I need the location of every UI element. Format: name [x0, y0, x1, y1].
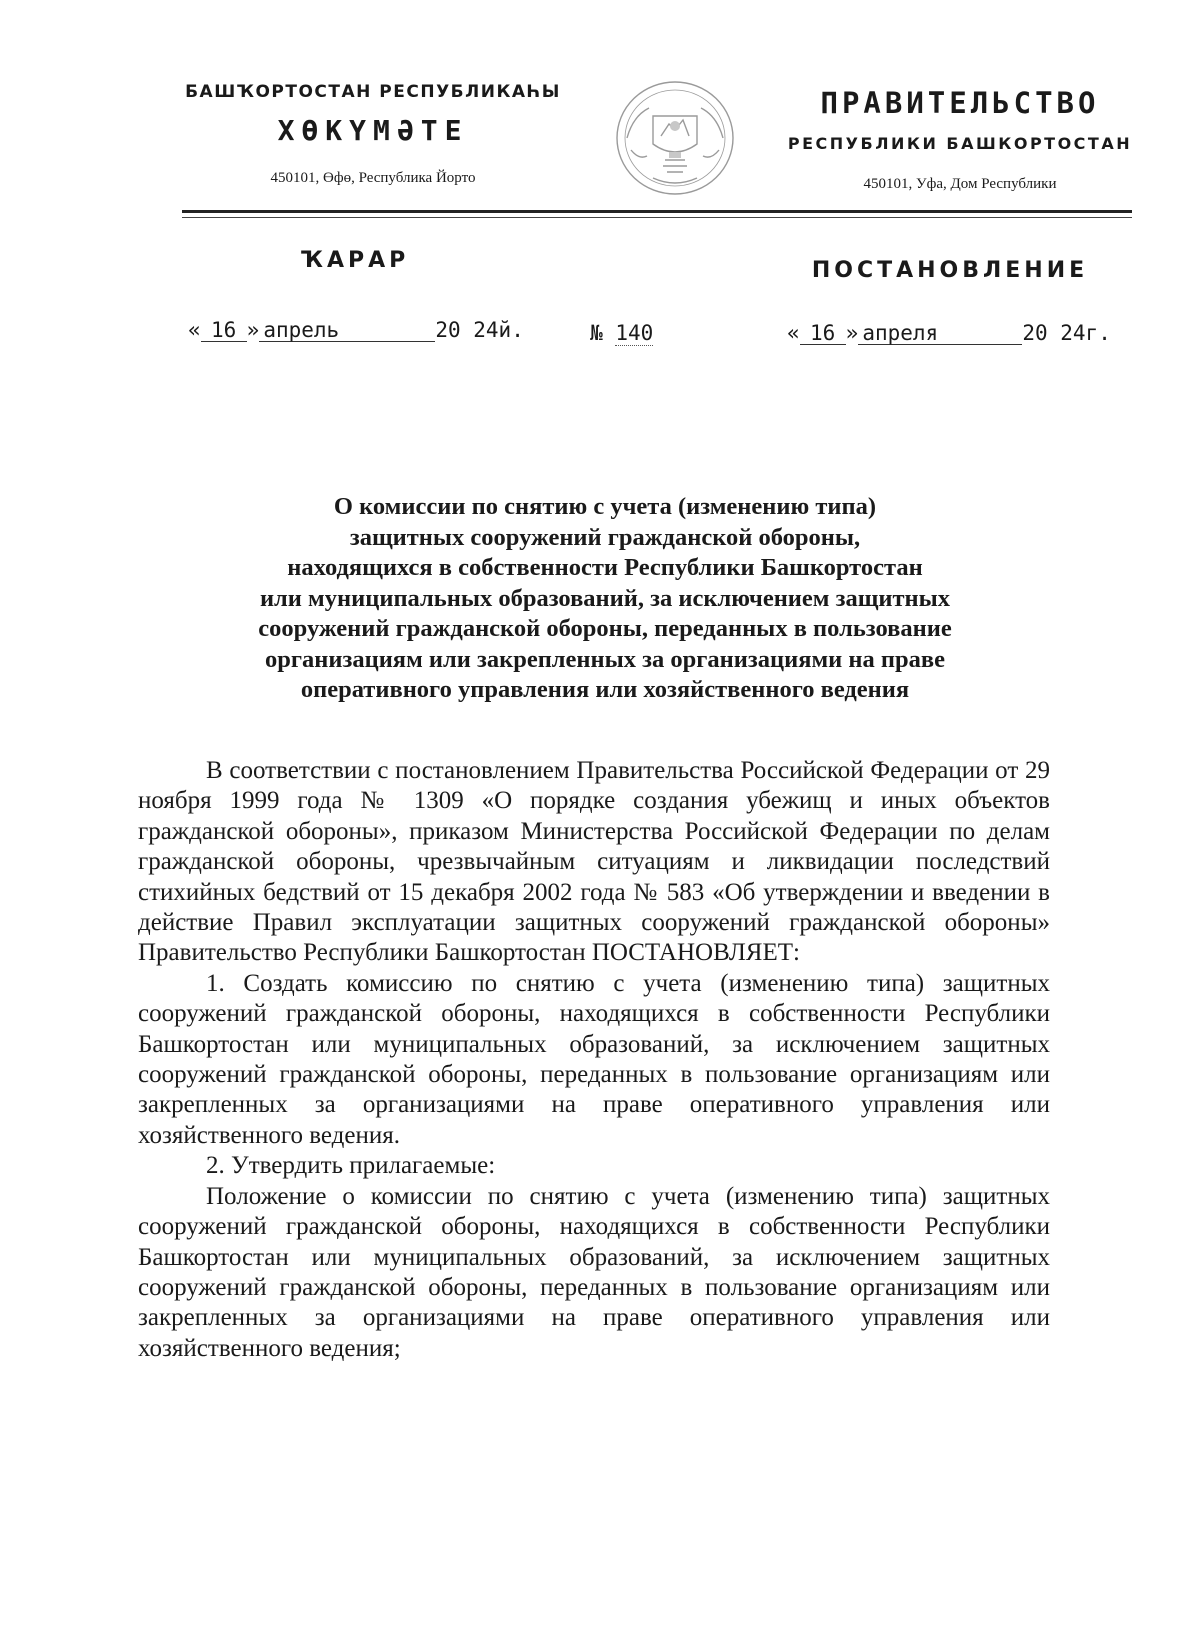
- heading-line: организациям или закрепленных за организациями на праве: [265, 645, 945, 673]
- body-preamble: В соответствии с постановлением Правительства Российской Федерации от 29 ноября 1999 года № 1309 «О порядке создания убежищ и иных объектов гражданской обороны», приказом Министерства Российской Федерации по делам гражданской обороны, чрезвычайным ситуациям и ликвидации последствий стихийных бедствий от 15 декабря 2002 года № 583 «Об утверждении и введении в действие Правил эксплуатации защитных сооружений гражданской обороны» Правительство Республики Башкортостан ПОСТАНОВЛЯЕТ:: [138, 757, 1050, 967]
- date-month: апрель: [259, 319, 435, 342]
- body-item-1: 1. Создать комиссию по снятию с учета (изменению типа) защитных сооружений гражданской обороны, находящихся в собственности Республики Башкортостан или муниципальных образований, за исключением защитных сооружений гражданской обороны, переданных в пользование организациям или закрепленных за организациями на праве оперативного управления или хозяйственного ведения.: [138, 969, 1050, 1149]
- decree-date-russian: [787, 321, 1111, 345]
- decree-number: [590, 321, 653, 346]
- letterhead-divider-thin: [182, 217, 1132, 218]
- letterhead-right-address: 450101, Уфа, Дом Республики: [863, 176, 1057, 192]
- date-year-suffix: 24г.: [1060, 321, 1111, 345]
- heading-line: или муниципальных образований, за исключением защитных: [259, 584, 951, 612]
- document-body: [138, 756, 1050, 1364]
- number-label: №: [590, 321, 603, 345]
- heading-line: О комиссии по снятию с учета (изменению типа): [333, 493, 877, 520]
- coat-of-arms-emblem: [605, 78, 745, 198]
- date-year-prefix: 20: [435, 318, 461, 342]
- date-month: апреля: [858, 322, 1022, 345]
- decree-date-bashkir: [188, 318, 524, 342]
- letterhead-right-organization: РЕСПУБЛИКИ БАШКОРТОСТАН: [787, 134, 1133, 153]
- letterhead-divider-thick: [182, 210, 1132, 213]
- letterhead-left-government: ХӨКҮМӘТЕ: [277, 114, 469, 147]
- letterhead-right-government: ПРАВИТЕЛЬСТВО: [820, 86, 1100, 120]
- document-heading: [180, 492, 1030, 706]
- heading-line: сооружений гражданской обороны, переданных в пользование: [258, 615, 952, 642]
- heading-line: защитных сооружений гражданской обороны,: [349, 523, 861, 551]
- date-day: 16: [201, 319, 247, 342]
- date-quote-open: «: [188, 318, 201, 342]
- letterhead-left-organization: БАШҠОРТОСТАН РЕСПУБЛИКАҺЫ: [185, 82, 561, 102]
- heading-line: находящихся в собственности Республики Башкортостан: [287, 554, 923, 581]
- date-year-suffix: 24й.: [473, 318, 524, 342]
- body-item-2-sub-1: Положение о комиссии по снятию с учета (изменению типа) защитных сооружений гражданской обороны, находящихся в собственности Республики Башкортостан или муниципальных образований, за исключением защитных сооружений гражданской обороны, переданных в пользование организациям или закрепленных за организациями на праве оперативного управления или хозяйственного ведения;: [138, 1182, 1050, 1362]
- date-day: 16: [800, 322, 846, 345]
- letterhead-left-address: 450101, Өфө, Республика Йорто: [270, 170, 476, 186]
- heading-line: оперативного управления или хозяйственного ведения: [300, 676, 910, 703]
- decree-title-russian: ПОСТАНОВЛЕНИЕ: [811, 258, 1089, 283]
- date-quote-close: »: [845, 321, 859, 345]
- decree-title-bashkir: ҠАРАР: [300, 248, 410, 273]
- date-year-prefix: 20: [1022, 321, 1048, 345]
- date-quote-open: «: [787, 321, 800, 345]
- date-quote-close: »: [246, 318, 260, 342]
- body-item-2: 2. Утвердить прилагаемые:: [206, 1152, 496, 1180]
- number-value: 140: [615, 321, 654, 345]
